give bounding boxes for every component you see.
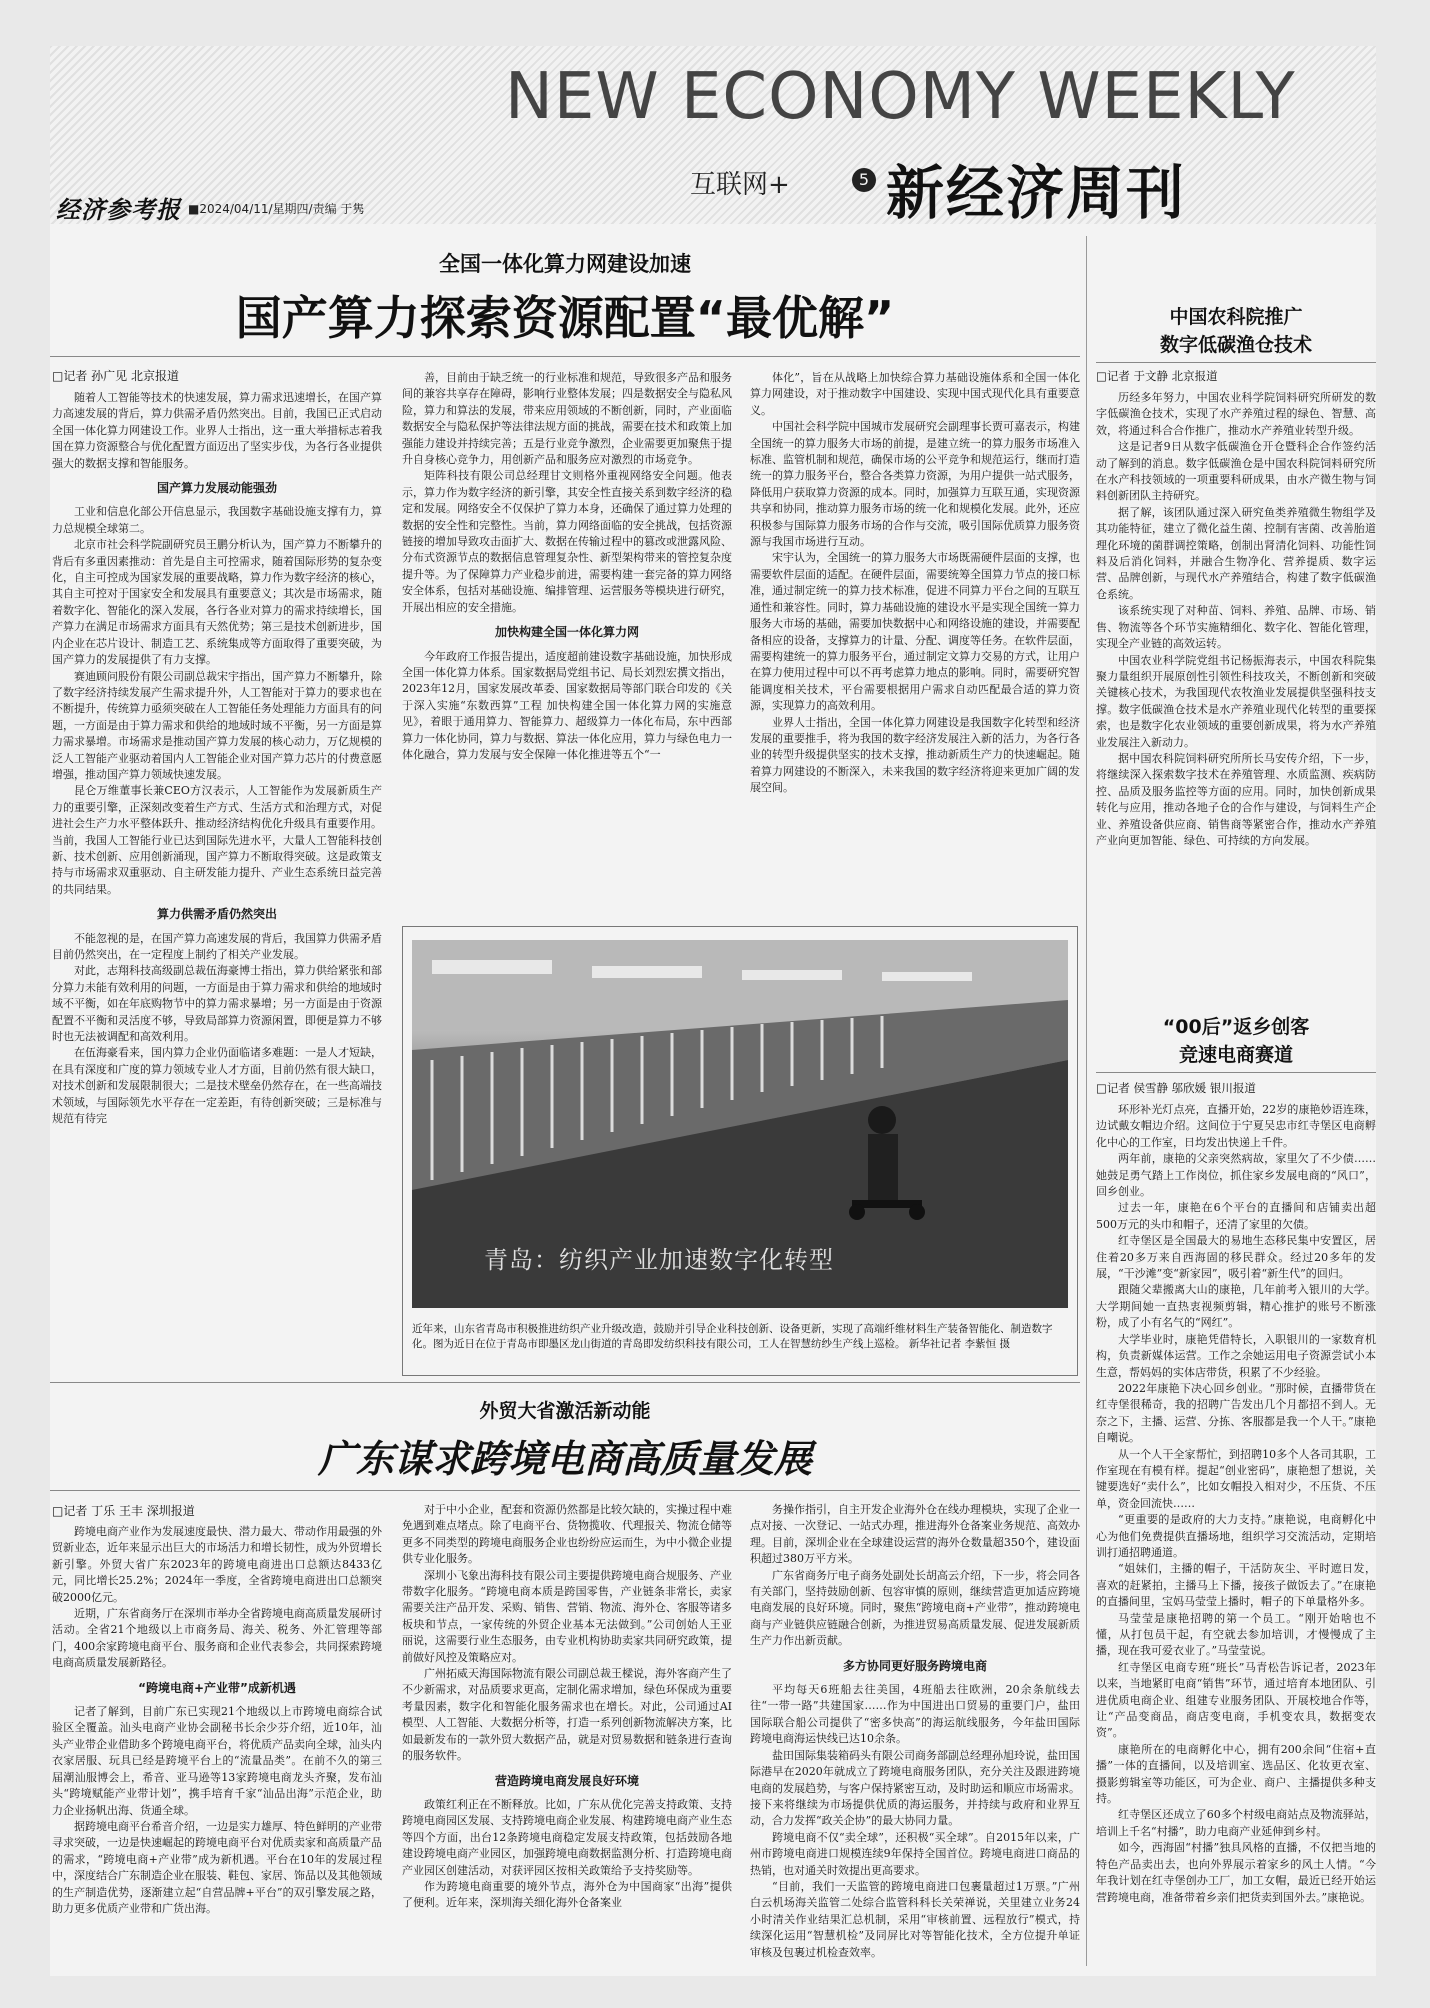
paragraph: 盐田国际集装箱码头有限公司商务部副总经理孙旭玲说，盐田国际港早在2020年就成立了跨境电商服务团队，充分关注及跟进跨境电商的发展趋势，与客户保持紧密互动，及时助运和顺应市场需求。接下来将继续为市场提供优质的海运服务，并持续与政府和业界互动，合力发挥“政关企协”的最大协同力量。 [750, 1748, 1080, 1828]
paragraph: 这是记者9日从数字低碳渔仓开仓暨科企合作签约活动了解到的消息。数字低碳渔仓是中国农科院饲料研究所在水产科技领域的一项重要科研成果，由水产微生物与饲料创新团队主持研究。 [1096, 440, 1376, 503]
article2-kicker: 外贸大省激活新动能 [479, 1400, 651, 1422]
paragraph: 两年前，康艳的父亲突然病故，家里欠了不少债……她鼓足勇气踏上工作岗位，抓住家乡发展电商的“风口”，回乡创业。 [1096, 1152, 1376, 1199]
article2-column-3 [750, 1502, 1080, 1974]
photo-overlay-text: 青岛：纺织产业加速数字化转型 [484, 1246, 834, 1274]
paragraph: 宋宇认为，全国统一的算力服务大市场既需硬件层面的支撑，也需要软件层面的适配。在硬件层面，需要统筹全国算力节点的接口标准，通过制定统一的算力技术标准，促进不同算力平台之间的互联互通性和兼容性。同时，算力基础设施的建设水平是实现全国统一算力服务大市场的基础，需要加快数据中心和网络设施的建设，并需要配备相应的设备，支撑算力的计量、分配、调度等任务。在软件层面，需要构建统一的算力服务平台，通过制定文算力交易的方式，让用户在算力使用过程中可以不再考虑算力地点的影响。同时，需要研究智能调度相关技术，平台需要根据用户需求自动匹配最合适的算力资源，实现算力的高效利用。 [750, 551, 1080, 713]
paragraph: 随着人工智能等技术的快速发展，算力需求迅速增长，在国产算力高速发展的背后，算力供需矛盾仍然突出。目前，我国已正式启动全国一体化算力网建设工作。业界人士指出，这一重大举措标志着我国在算力资源整合与优化配置方面迈出了坚实步伐，为各行各业提供强大的数据支撑和智能服务。 [52, 391, 382, 470]
section-subhead: 营造跨境电商发展良好环境 [494, 1773, 639, 1788]
newspaper-page [50, 46, 1376, 1976]
paragraph: 体化”，旨在从战略上加快综合算力基础设施体系和全国一体化算力网建设，对于推动数字中国建设、实现中国式现代化具有重要意义。 [750, 371, 1080, 417]
paragraph: 据了解，该团队通过深入研究鱼类养殖微生物组学及其功能特征，建立了微化益生菌、控制有害菌、改善胎道理化环境的菌群调控策略，创制出肾清化饲料、功能性饲料及后消化饲料，并融合生物净化、营养提质、数字运营、品牌创新，与现代水产养殖结合，构建了数字低碳渔仓系统。 [1096, 505, 1376, 601]
paragraph: 政策红利正在不断释放。比如，广东从优化完善支持政策、支持跨境电商园区发展、支持跨境电商企业发展、构建跨境电商产业生态等四个方面，出台12条跨境电商稳定发展支持政策，包括鼓励各地建设跨境电商产业园区，加强跨境电商数据监测分析、打造跨境电商产业园区创建活动，对获评园区按相关政策给予支持奖励等。 [402, 1797, 732, 1877]
paragraph: 马莹莹是康艳招聘的第一个员工。“刚开始啥也不懂，从打包员干起，有空就去参加培训，才慢慢成了主播，现在我可爱衣业了。”马莹莹说。 [1096, 1611, 1376, 1658]
sidebar2-rule [1096, 1072, 1376, 1073]
paragraph: 康艳所在的电商孵化中心，拥有200余间“住宿+直播”一体的直播间，以及培训室、选品区、化妆更衣室、摄影剪辑室等功能区，可为企业、商户、主播提供多种支持。 [1096, 1742, 1376, 1806]
article2-column-1 [52, 1524, 382, 1974]
paragraph: 昆仑万维董事长兼CEO方汉表示，人工智能作为发展新质生产力的重要引擎，正深刻改变着生产方式、生活方式和治理方式，对促进社会生产力水平整体跃升、推动经济结构优化升级具有重要作用。当前，我国人工智能行业已达到国际先进水平，大量人工智能科技创新、技术创新、应用创新涌现，国产算力不断取得突破。这是政策支持与市场需求双重驱动、自主研发能力提升、产业生态系统日益完善的共同结果。 [52, 784, 382, 896]
article2-column-2 [402, 1502, 732, 1974]
paragraph: 中国社会科学院中国城市发展研究会副理事长贾可嘉表示，构建全国统一的算力服务大市场的前提，是建立统一的算力服务市场准入标准、监管机制和规范，确保市场的公平竞争和规范运行，继而打造统一的算力服务平台，整合各类算力资源，为用户提供一站式服务，降低用户获取算力资源的成本。同时，加强算力互联互通，实现资源共享和协同，推动算力服务市场的统一化和规模化发展。此外，还应积极参与国际算力服务市场的合作与交流，吸引国际优质算力服务资源与我国市场进行互动。 [750, 420, 1080, 549]
article1-rule [50, 356, 1080, 357]
paragraph: “姐妹们，主播的帽子，干活防灰尘、平时遮日发，喜欢的赶紧拍，主播马上下播，接孩子做饭去了。”在康艳的直播间里，宝妈马莹莹上播时，帽子的下单量格外多。 [1096, 1562, 1376, 1609]
sidebar1-headline-line1: 中国农科院推广 [1169, 306, 1303, 328]
paragraph: 广州拓威天海国际物流有限公司副总裁王樑说，海外客商产生了不少新需求，对品质要求更高，定制化需求增加，绿色环保成为重要考量因素，数字化和智能化服务需求也在增长。对此，公司通过AI模型、人工智能、大数据分析等，打造一系列创新物流解决方案，比如最新发布的一款外贸大数据产品，就是对贸易数据和链条进行查询的服务软件。 [402, 1667, 732, 1763]
paragraph: 大学毕业时，康艳凭借特长，入职银川的一家数育机构，负责新媒体运营。工作之余她运用电子资源尝试小本生意，帮妈妈的实体店带货，积累了不少经验。 [1096, 1332, 1376, 1379]
masthead-section: 互联网+ [690, 170, 790, 200]
sidebar1-headline-line2: 数字低碳渔仓技术 [1159, 334, 1312, 356]
paragraph: 红寺堡区电商专班“班长”马青松告诉记者，2023年以来，当地紧盯电商“销售”环节，通过培育本地团队、引进优质电商企业、组建专业服务团队、开展校地合作等，让“产品变商品，商店变电商，手机变农具，数据变农资”。 [1096, 1660, 1376, 1740]
sidebar-divider [1086, 236, 1087, 1966]
article1-column-2 [402, 370, 732, 910]
masthead-title-cn: 新经济周刊 [886, 159, 1187, 227]
paragraph: 广东省商务厅电子商务处副处长胡高云介绍，下一步，将会同各有关部门，坚持鼓励创新、包容审慎的原则，继续营造更加适应跨境电商发展的良好环境。同时，聚焦“跨境电商+产业带”，推动跨境电商与产业链供应链融合创新，为推进贸易高质量发展、促进发展新质生产力作出新贡献。 [750, 1568, 1080, 1648]
photo-caption: 近年来，山东省青岛市积极推进纺织产业升级改造，鼓励并引导企业科技创新、设备更新，实现了高端纤维材料生产装备智能化、制造数字化。图为近日在位于青岛市即墨区龙山街道的青岛即发纺织科技有限公司，工人在智慧纺纱生产线上巡检。 新华社记者 李紫恒 摄 [412, 1323, 1053, 1350]
sidebar2-headline-line2: 竞速电商赛道 [1178, 1044, 1293, 1066]
section-subhead: 算力供需矛盾仍然突出 [156, 907, 277, 922]
paragraph: 作为跨境电商重要的境外节点，海外仓为中国商家“出海”提供了便利。近年来，深圳海关细化海外仓备案业 [402, 1879, 732, 1910]
paragraph: 矩阵科技有限公司总经理甘文则格外重视网络安全问题。他表示，算力作为数字经济的新引擎，其安全性直接关系到数字经济的稳定和发展。网络安全不仅保护了算力本身，还确保了通过算力处理的数据的安全性和完整性。当前，算力网络面临的安全挑战，包括资源链接的增加导致攻击面扩大、数据在传输过程中的篡改或泄露风险、分布式资源节点的数据信息管理复杂性、新型架构带来的管控复杂度提升等。为了保障算力产业稳步前进，需要构建一套完备的算力网络安全体系，包括对基础设施、编排管理、运营服务等模块进行研究，开展出相应的安全措施。 [402, 469, 732, 614]
sidebar2-headline-line1: “00后”返乡创客 [1162, 1016, 1310, 1038]
sidebar1-body [1096, 390, 1376, 990]
article2-rule [50, 1490, 1080, 1491]
article-separator [50, 1382, 1080, 1383]
paragraph: 跨境电商产业作为发展速度最快、潜力最大、带动作用最强的外贸新业态，近年来显示出巨大的市场活力和增长韧性，成为外贸增长新引擎。外贸大省广东2023年的跨境电商进出口总额达8433亿元，同比增长25.2%；2024年一季度，全省跨境电商进出口总额突破2000亿元。 [52, 1525, 382, 1604]
paragraph: “目前，我们一天监管的跨境电商进口包裹量超过1万票。”广州白云机场海关监管二处综合监管科科长关荣禅说，关里建立业务24小时清关作业结果汇总机制，采用“审核前置、远程放行”模式，持续深化运用“智慧机检”及同屏比对等智能化技术，全方位提升单证审核及包裹过机检查效率。 [750, 1879, 1080, 1959]
paragraph: 据跨境电商平台希音介绍，一边是实力雄厚、特色鲜明的产业带寻求突破，一边是快速崛起的跨境电商平台对优质卖家和高质量产品的需求，“跨境电商+产业带”成为新机遇。平台在10年的发展过程中，深度结合广东制造企业在服装、鞋包、家居、饰品以及其他领域的生产制造优势，逐渐建立起“自营品牌+平台”的双引擎发展之路，助力更多优质产业带和广货出海。 [52, 1819, 382, 1915]
section-subhead: 加快构建全国一体化算力网 [494, 625, 639, 640]
paragraph: 2022年康艳下决心回乡创业。“那时候，直播带货在红寺堡很稀奇，我的招聘广告发出几个月都招不到人。无奈之下，主播、运营、分拣、客服都是我一个人干。”康艳自嘲说。 [1096, 1381, 1376, 1445]
sidebar1-rule [1096, 362, 1376, 363]
paragraph: 红寺堡区还成立了60多个村级电商站点及物流驿站，培训上千名“村播”，助力电商产业延伸到乡村。 [1096, 1808, 1376, 1838]
paragraph: 红寺堡区是全国最大的易地生态移民集中安置区，居住着20多万来自西海固的移民群众。经过20多年的发展，“干沙滩”变“新家园”，吸引着“新生代”的回归。 [1096, 1234, 1376, 1281]
paragraph: 深圳小飞象出海科技有限公司主要提供跨境电商合规服务、产业带数字化服务。“跨境电商本质是跨国零售，产业链条非常长，卖家需要关注产品开发、采购、销售、营销、物流、海外仓、客服等诸多板块和节点，一家传统的外贸企业基本无法做到。”公司创始人王亚丽说，这需要行业生态服务，由专业机构协助卖家共同研究政策，提前做好风控及策略应对。 [402, 1568, 732, 1664]
paragraph: 工业和信息化部公开信息显示，我国数字基础设施支撑有力，算力总规模全球第二。 [52, 505, 382, 535]
article1-kicker: 全国一体化算力网建设加速 [439, 252, 691, 276]
masthead [50, 46, 1376, 227]
paragraph: “更重要的是政府的大力支持。”康艳说，电商孵化中心为他们免费提供直播场地，组织学习交流活动，定期培训打通招聘通道。 [1096, 1513, 1376, 1559]
article1-headline: 国产算力探索资源配置“最优解” [235, 291, 895, 345]
newspaper-logo: 经济参考报 [56, 195, 181, 224]
paragraph: 据中国农科院饲料研究所所长马安传介绍，下一步，将继续深入探索数字技术在养殖管理、水质监测、疾病防控、品质及服务监控等方面的应用。同时，加快创新成果转化与应用，推动各地子仓的合作与建设，与饲料生产企业、养殖设备供应商、销售商等紧密合作，推动水产养殖产业向更加智能、绿色、可持续的方向发展。 [1096, 751, 1376, 847]
paragraph: 中国农业科学院党组书记杨振海表示，中国农科院集聚力量组织开展原创性引领性科技攻关，不断创新和突破关键核心技术，为我国现代农牧渔业发展提供坚强科技支撑。数字低碳渔仓技术是水产养殖业现代化转型的重要探索，也是数字化农业领域的重要创新成果，将为水产养殖业发展注入新动力。 [1096, 653, 1376, 749]
masthead-title-en: NEW ECONOMY WEEKLY [505, 60, 1296, 134]
paragraph: 历经多年努力，中国农业科学院饲料研究所研发的数字低碳渔仓技术，实现了水产养殖过程的绿色、智慧、高效，将通过科合合作推广，推动水产养殖业转型升级。 [1096, 391, 1376, 437]
paragraph: 跟随父辈搬离大山的康艳，几年前考入银川的大学。大学期间她一直热衷视频剪辑，精心推护的账号不断涨粉，成了小有名气的“网红”。 [1096, 1283, 1376, 1330]
article1-column-1 [52, 390, 382, 1380]
paragraph: 在伍海豪看来，国内算力企业仍面临诸多难题：一是人才短缺，在具有深度和广度的算力领域专业人才方面，目前仍然有很大缺口，对技术创新和发展限制很大；二是技术壁垒仍然存在，在一些高端技术领域，与国际领先水平存在一定差距，有待创新突破；三是标准与规范有待完 [52, 1046, 382, 1126]
paragraph: 跨境电商不仅“卖全球”，还积极“买全球”。自2015年以来，广州市跨境电商进口规模连续9年保持全国首位。跨境电商进口商品的热销，也对通关时效提出更高要求。 [750, 1830, 1080, 1877]
paragraph: 平均每天6班船去往美国，4班船去往欧洲，20余条航线去往“一带一路”共建国家……作为中国进出口贸易的重要门户，盐田国际联合船公司提供了“密多快高”的海运航线服务，今年盐田国际跨境电商海运快线已达10余条。 [750, 1683, 1080, 1746]
paragraph: 该系统实现了对种苗、饲料、养殖、品牌、市场、销售、物流等各个环节实施精细化、数字化、智能化管理，实现全产业链的高效运转。 [1096, 604, 1376, 651]
paragraph: 环形补光灯点亮，直播开始，22岁的康艳妙语连珠，边试戴女帽边介绍。这间位于宁夏吴忠市红寺堡区电商孵化中心的工作室，日均发出快递上千件。 [1096, 1103, 1376, 1149]
paragraph: 近期，广东省商务厅在深圳市举办全省跨境电商高质量发展研讨活动。全省21个地级以上市商务局、海关、税务、外汇管理等部门，400余家跨境电商平台、服务商和企业代表参会，共同探索跨境电商高质量发展新路径。 [52, 1607, 382, 1670]
article2-headline: 广东谋求跨境电商高质量发展 [317, 1437, 812, 1481]
article2-byline: □记者 丁乐 王丰 深圳报道 [52, 1504, 195, 1518]
section-subhead: 多方协同更好服务跨境电商 [842, 1658, 987, 1673]
paragraph: 善，目前由于缺乏统一的行业标准和规范，导致很多产品和服务间的兼容共享存在障碍，影响行业整体发展；四是数据安全与隐私风险，算力和算法的发展，带来应用领域的不断创新，同时，产业面临数据安全与隐私保护等法律法规方面的挑战，需要在技术和政策上加强能力建设并持续完善；五是行业竞争激烈，企业需要更加聚焦于提升自身核心竞争力，用创新产品和服务应对激烈的市场竞争。 [402, 371, 732, 467]
sidebar1-byline: □记者 于文静 北京报道 [1096, 369, 1218, 383]
paragraph: 过去一年，康艳在6个平台的直播间和店铺卖出超500万元的头巾和帽子，还清了家里的欠债。 [1096, 1201, 1376, 1231]
paragraph: 赛迪顾问股份有限公司副总裁宋宇指出，国产算力不断攀升，除了数字经济持续发展产生需求提升外，人工智能对于算力的要求也在不断提升，传统算力亟须突破在人工智能任务处理能力方面具有的问题，一方面是由于算力需求和供给的地域时域不平衡，另一方面是算力需求暴增。市场需求是推动国产算力发展的核心动力，万亿规模的泛人工智能产业驱动着国内人工智能企业对国产算力芯片的付费意愿增强，推动国产算力领域快速发展。 [52, 669, 382, 781]
section-subhead: 国产算力发展动能强劲 [156, 481, 277, 496]
paragraph: 对于中小企业，配套和资源仍然都是比较欠缺的，实操过程中难免遇到难点堵点。除了电商平台、货物揽收、代理报关、物流仓储等更多不同类型的跨境电商服务企业也纷纷应运而生，为中小微企业提供专业化服务。 [402, 1503, 732, 1566]
paragraph: 不能忽视的是，在国产算力高速发展的背后，我国算力供需矛盾目前仍然突出，在一定程度上制约了相关产业发展。 [52, 931, 382, 961]
textile-factory-photo [412, 940, 1068, 1308]
paragraph: 记者了解到，目前广东已实现21个地级以上市跨境电商综合试验区全覆盖。汕头电商产业协会副秘书长余少芬介绍，近10年，汕头产业带企业借助多个跨境电商平台，将优质产品卖向全球，汕头内衣家居服、玩具已经是跨境平台上的“流量品类”。在前不久的第三届潮汕服博会上，希音、亚马逊等13家跨境电商龙头齐聚，发布汕头“跨境赋能产业带计划”，携手培育千家“汕品出海”示范企业，助力企业扬帆出海、货通全球。 [52, 1705, 382, 1817]
paragraph: 业界人士指出，全国一体化算力网建设是我国数字化转型和经济发展的重要推手，将为我国的数字经济发展注入新的活力，为各行各业的转型升级提供坚实的技术支撑，推动新质生产力的快速崛起。随着算力网建设的不断深入，未来我国的数字经济将迎来更加广阔的发展空间。 [750, 715, 1080, 795]
sidebar2-body [1096, 1102, 1376, 1974]
dateline: ■2024/04/11/星期四/责编 于隽 [188, 202, 365, 216]
paragraph: 对此，志翔科技高级副总裁伍海豪博士指出，算力供给紧张和部分算力未能有效利用的问题，一方面是由于算力需求和供给的地域时域不平衡，如在年底购物节中的算力需求暴增；另一方面是由于资源配置不平衡和灵活度不够，导致局部算力资源闲置，即便是算力不够时也无法被调配和高效利用。 [52, 964, 382, 1044]
paragraph: 从一个人干全家帮忙，到招聘10多个人各司其职，工作室现在有模有样。提起“创业密码”，康艳想了想说，关键要选好“卖什么”，比如女帽投入相对少，不压货、不压单，资金回流快…… [1096, 1447, 1376, 1510]
paragraph: 北京市社会科学院副研究员王鹏分析认为，国产算力不断攀升的背后有多重因素推动：首先是自主可控需求，随着国际形势的复杂变化，自主可控成为国家发展的重要战略，算力作为数字经济的核心，其自主可控对于国家安全和发展具有重要意义；其次是市场需求，随着数字化、智能化的深入发展，各行各业对算力的需求持续增长，国产算力在满足市场需求方面具有天然优势；第三是技术创新进步，国内企业在芯片设计、制造工艺、系统集成等方面取得了重要突破，为国产算力的发展提供了有力支撑。 [52, 538, 382, 667]
paragraph: 今年政府工作报告提出，适度超前建设数字基础设施，加快形成全国一体化算力体系。国家数据局党组书记、局长刘烈宏撰文指出，2023年12月，国家发展改革委、国家数据局等部门联合印发的《关于深入实施“东数西算”工程 加快构建全国一体化算力网的实施意见》，着眼于通用算力、智能算力、超级算力一体化布局，东中西部算力一体化协同，算力与数据、算法一体化应用，算力与绿色电力一体化融合，算力发展与安全保障一体化推进等五个“一 [402, 649, 732, 761]
page-number-badge: 5 [852, 168, 876, 192]
section-subhead: “跨境电商+产业带”成新机遇 [138, 1680, 296, 1695]
article1-byline: □记者 孙广见 北京报道 [52, 369, 179, 383]
article1-column-3 [750, 370, 1080, 910]
paragraph: 务操作指引，自主开发企业海外仓在线办理模块，实现了企业一点对接、一次登记、一站式办理，推进海外仓备案业务规范、高效办理。目前，深圳企业在全球建设运营的海外仓数量超350个，建设面积超过380万平方米。 [750, 1503, 1080, 1566]
paragraph: 如今，西海固“村播”独具风格的直播，不仅把当地的特色产品卖出去，也向外界展示着家乡的风土人情。“今年我计划在红寺堡创办工厂，加工女帽，最近已经开始运营跨境电商，准备带着乡亲们把货卖到国外去。”康艳说。 [1096, 1841, 1376, 1904]
sidebar2-byline: □记者 侯雪静 邬欣媛 银川报道 [1096, 1081, 1256, 1095]
